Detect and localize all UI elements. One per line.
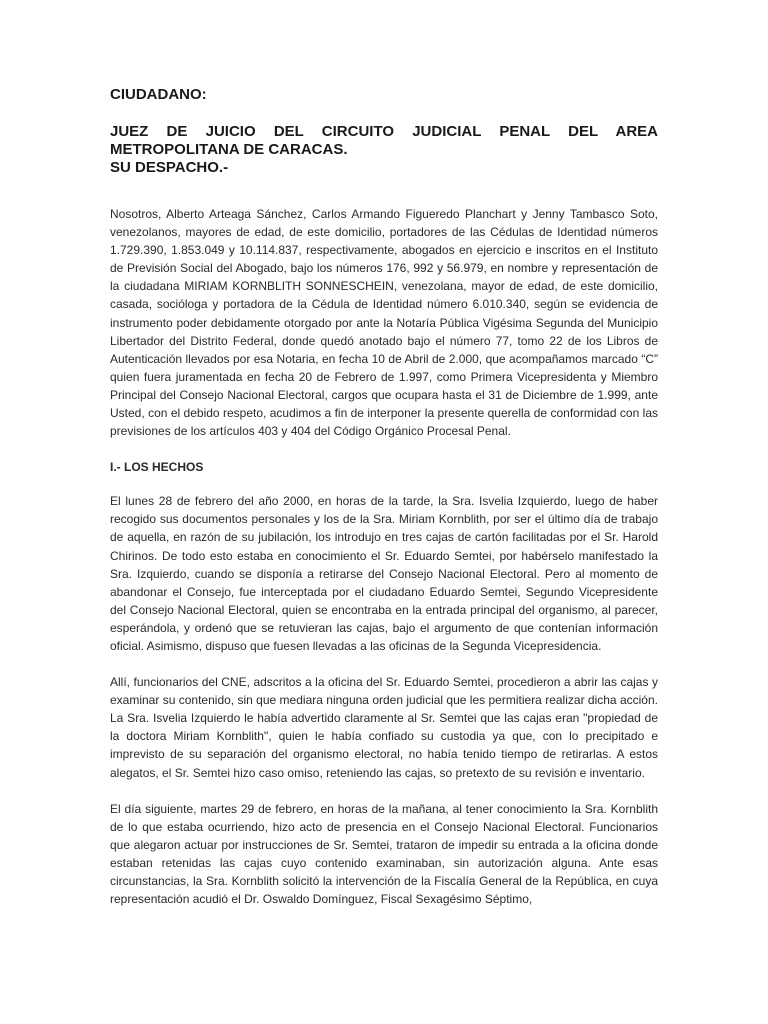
addressee-court-line1: JUEZ DE JUICIO DEL CIRCUITO JUDICIAL PENAL DEL AREA — [110, 123, 658, 140]
addressee-office: SU DESPACHO.- — [110, 159, 229, 176]
intro-paragraph: Nosotros, Alberto Arteaga Sánchez, Carlos Armando Figueredo Planchart y Jenny Tambasco Soto, venezolanos, mayores de edad, de este domicilio, portadores de las Cédulas de Identidad números 1.729.390, 1.853.049 y 10.114.837, respectivamente, abogados en ejercicio e inscritos en el Instituto de Previsión Social del Abogado, bajo los números 176, 992 y 56.979, en nombre y representación de la ciudadana MIRIAM KORNBLITH SONNESCHEIN, venezolana, mayor de edad, de este domicilio, casada, socióloga y portadora de la Cédula de Identidad número 6.010.340, según se evidencia de instrumento poder debidamente otorgado por ante la Notaría Pública Vigésima Segunda del Municipio Libertador del Distrito Federal, donde quedó anotado bajo el número 77, tomo 22 de los Libros de Autenticación llevados por esa Notaria, en fecha 10 de Abril de 2.000, que acompañamos marcado “C” quien fuera juramentada en fecha 20 de Febrero de 1.997, como Primera Vicepresidenta y Miembro Principal del Consejo Nacional Electoral, cargos que ocupara hasta el 31 de Diciembre de 1.999, ante Usted, con el debido respeto, acudimos a fin de interponer la presente querella de conformidad con las previsiones de los artículos 403 y 404 del Código Orgánico Procesal Penal. — [110, 207, 658, 439]
addressee-court-line2: METROPOLITANA DE CARACAS. — [110, 141, 348, 158]
addressee-court — [110, 123, 658, 159]
facts-paragraph-1: El lunes 28 de febrero del año 2000, en horas de la tarde, la Sra. Isvelia Izquierdo, luego de haber recogido sus documentos personales y los de la Sra. Miriam Kornblith, por ser el último día de trabajo de aquella, en razón de su jubilación, los introdujo en tres cajas de cartón facilitadas por el Sr. Harold Chirinos. De todo esto estaba en conocimiento el Sr. Eduardo Semtei, por habérselo manifestado la Sra. Izquierdo, cuando se disponía a retirarse del Consejo Nacional Electoral. Pero al momento de abandonar el Consejo, fue interceptada por el ciudadano Eduardo Semtei, Segundo Vicepresidente del Consejo Nacional Electoral, quien se encontraba en la entrada principal del organismo, al parecer, esperándola, y ordenó que se retuvieran las cajas, bajo el argumento de que contenían información oficial. Asimismo, dispuso que fuesen llevadas a las oficinas de la Segunda Vicepresidencia. — [110, 494, 658, 653]
section-title-hechos: I.- LOS HECHOS — [110, 460, 204, 475]
facts-paragraph-3: El día siguiente, martes 29 de febrero, en horas de la mañana, al tener conocimiento la Sra. Kornblith de lo que estaba ocurriendo, hizo acto de presencia en el Consejo Nacional Electoral. Funcionarios que alegaron actuar por instrucciones de Sr. Semtei, trataron de impedir su entrada a la oficina donde estaban retenidas las cajas cuyo contenido examinaban, sin autorización alguna. Ante esas circunstancias, la Sra. Kornblith solicitó la intervención de la Fiscalía General de la República, en cuya representación acudió el Dr. Oswaldo Domínguez, Fiscal Sexagésimo Séptimo, — [110, 801, 658, 907]
addressee-label: CIUDADANO: — [110, 86, 207, 103]
facts-paragraph-2: Allí, funcionarios del CNE, adscritos a la oficina del Sr. Eduardo Semtei, procedieron a abrir las cajas y examinar su contenido, sin que mediara ninguna orden judicial que les permitiera realizar dicha acción. La Sra. Isvelia Izquierdo le había advertido claramente al Sr. Semtei que las cajas eran "propiedad de la doctora Miriam Kornblith", quien le había confiado su custodia ya que, con lo precipitado e imprevisto de su separación del organismo electoral, no había tenido tiempo de retirarlas. A estos alegatos, el Sr. Semtei hizo caso omiso, reteniendo las cajas, so pretexto de su revisión e inventario. — [110, 675, 658, 780]
